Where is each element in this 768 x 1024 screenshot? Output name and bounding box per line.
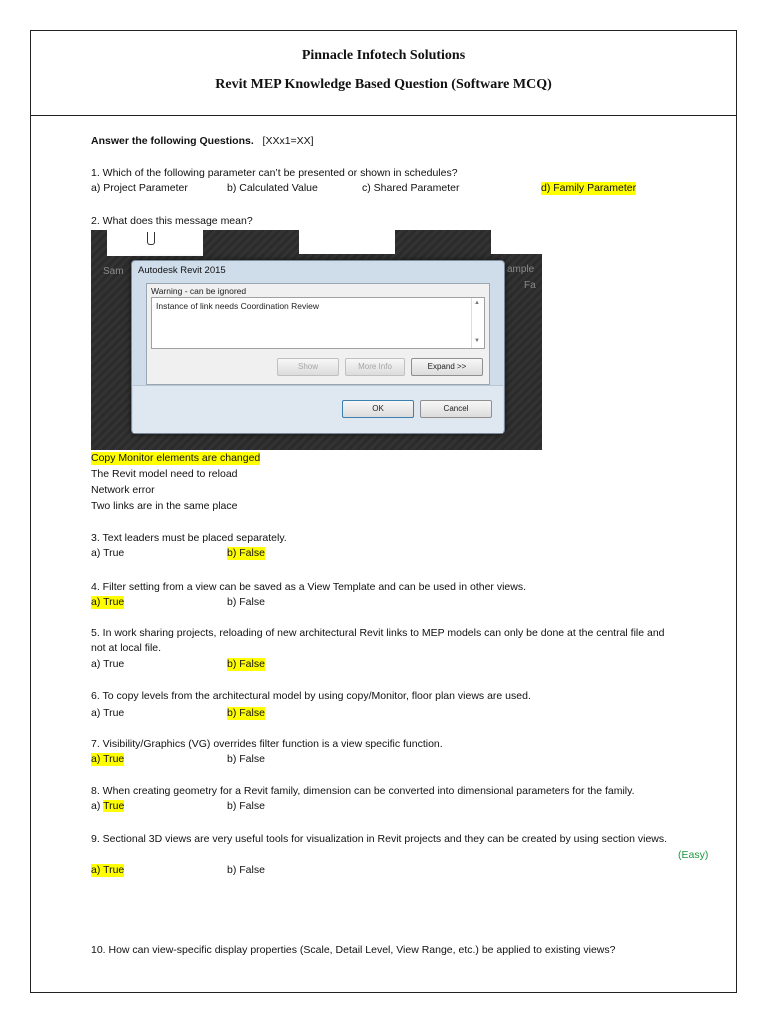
question-10-text: 10. How can view-specific display properties (Scale, Detail Level, View Range, etc.) be applied to existing views?	[91, 944, 616, 956]
revit-warning-screenshot	[91, 230, 542, 450]
company-name: Pinnacle Infotech Solutions	[301, 48, 466, 63]
question-5-text: 5. In work sharing projects, reloading of new architectural Revit links to MEP models can only be done at the central file and	[91, 627, 665, 639]
header-divider	[30, 115, 737, 116]
q6-option-b-answer: b) False	[227, 707, 265, 719]
cursor-icon	[147, 232, 155, 245]
document-title: Revit MEP Knowledge Based Question (Software MCQ)	[215, 77, 552, 92]
q5-option-a: a) True	[91, 658, 125, 670]
background-label-left: Sam	[103, 266, 124, 277]
q7-option-a-answer: a) True	[91, 753, 125, 765]
ok-button[interactable]: OK	[342, 400, 414, 418]
question-1-text: 1. Which of the following parameter can’t be presented or shown in schedules?	[91, 167, 458, 179]
instruction-marks: [XXx1=XX]	[262, 135, 314, 147]
q9-option-a-answer: a) True	[91, 864, 125, 876]
q1-option-a: a) Project Parameter	[91, 182, 188, 194]
screenshot-white-panel	[299, 230, 395, 254]
q1-option-d-answer: d) Family Parameter	[541, 182, 637, 194]
dialog-title: Autodesk Revit 2015	[138, 265, 226, 276]
q3-option-a: a) True	[91, 547, 125, 559]
q9-option-b: b) False	[227, 864, 265, 876]
q8-option-a	[91, 800, 124, 813]
expand-button[interactable]: Expand >>	[411, 358, 483, 376]
dialog-warning-group	[146, 283, 490, 385]
q6-option-a: a) True	[91, 707, 125, 719]
instruction-label: Answer the following Questions.	[91, 135, 254, 147]
warning-message: Instance of link needs Coordination Review	[156, 301, 320, 311]
message-scrollbar[interactable]	[471, 298, 484, 348]
q1-option-b: b) Calculated Value	[227, 182, 318, 194]
warning-dialog	[131, 260, 505, 434]
question-9-text: 9. Sectional 3D views are very useful tools for visualization in Revit projects and they can be created by using section views.	[91, 833, 668, 845]
instruction-line	[91, 135, 314, 148]
background-label-right: ample	[507, 264, 535, 275]
q3-option-b-answer: b) False	[227, 547, 265, 559]
q2-option-4: Two links are in the same place	[91, 500, 238, 512]
warning-message-box[interactable]	[151, 297, 485, 349]
question-6-text: 6. To copy levels from the architectural model by using copy/Monitor, floor plan views are used.	[91, 690, 531, 702]
q8-option-a-answer: True	[103, 800, 125, 812]
q8-option-b: b) False	[227, 800, 265, 812]
q1-option-c: c) Shared Parameter	[362, 182, 460, 194]
cancel-button[interactable]: Cancel	[420, 400, 492, 418]
scroll-up-icon[interactable]: ▲	[474, 300, 480, 306]
screenshot-white-panel	[491, 230, 542, 254]
show-button[interactable]: Show	[277, 358, 339, 376]
q2-option-1-answer: Copy Monitor elements are changed	[91, 452, 261, 464]
more-info-button[interactable]: More Info	[345, 358, 405, 376]
question-8-text: 8. When creating geometry for a Revit family, dimension can be converted into dimensional parameters for the family.	[91, 785, 635, 797]
screenshot-white-panel	[107, 230, 203, 256]
q7-option-b: b) False	[227, 753, 265, 765]
q4-option-b: b) False	[227, 596, 265, 608]
q5-option-b-answer: b) False	[227, 658, 265, 670]
q4-option-a-answer: a) True	[91, 596, 125, 608]
q2-option-3: Network error	[91, 484, 155, 496]
warning-caption: Warning - can be ignored	[151, 286, 247, 296]
background-label-right-2: Fa	[524, 280, 536, 291]
question-3-text: 3. Text leaders must be placed separately.	[91, 532, 287, 544]
question-4-text: 4. Filter setting from a view can be saved as a View Template and can be used in other views.	[91, 581, 527, 593]
q2-option-2: The Revit model need to reload	[91, 468, 238, 480]
difficulty-label: (Easy)	[678, 849, 709, 861]
question-5-text-cont: not at local file.	[91, 642, 162, 654]
question-7-text: 7. Visibility/Graphics (VG) overrides filter function is a view specific function.	[91, 738, 443, 750]
scroll-down-icon[interactable]: ▼	[474, 338, 480, 344]
q8-option-a-prefix: a)	[91, 800, 104, 812]
question-2-text: 2. What does this message mean?	[91, 215, 253, 227]
